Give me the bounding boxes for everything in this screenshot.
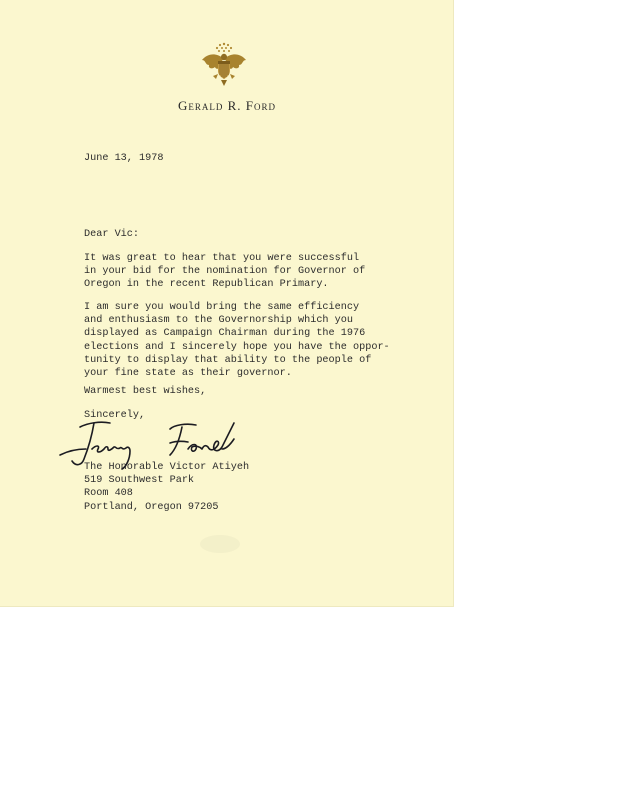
paragraph-line: in your bid for the nomination for Governor of <box>84 266 366 278</box>
eagle-seal-icon <box>199 38 249 90</box>
paragraph-2 <box>84 301 390 380</box>
closing: Warmest best wishes, <box>84 386 207 397</box>
address-line: Room 408 <box>84 488 133 500</box>
letterhead-name: Gerald R. Ford <box>177 98 277 113</box>
address-line: The Honorable Victor Atiyeh <box>84 462 250 473</box>
paragraph-line: displayed as Campaign Chairman during the 1976 <box>84 328 366 340</box>
paragraph-line: I am sure you would bring the same efficiency <box>84 302 360 313</box>
paragraph-line: It was great to hear that you were successful <box>84 253 360 264</box>
paragraph-line: tunity to display that ability to the people of <box>84 354 372 366</box>
salutation: Dear Vic: <box>84 229 140 240</box>
handwritten-signature <box>58 415 248 475</box>
paragraph-line: and enthusiasm to the Governorship which you <box>84 315 353 327</box>
address-line: 519 Southwest Park <box>84 475 195 487</box>
paragraph-line: Oregon in the recent Republican Primary. <box>84 279 329 291</box>
letter-date: June 13, 1978 <box>84 153 164 164</box>
address-line: Portland, Oregon 97205 <box>84 501 219 513</box>
paragraph-line: your fine state as their governor. <box>84 368 292 380</box>
signoff: Sincerely, <box>84 410 146 421</box>
paragraph-1 <box>84 252 365 292</box>
paragraph-line: elections and I sincerely hope you have the oppor- <box>84 341 390 353</box>
paper-smudge <box>200 535 240 553</box>
